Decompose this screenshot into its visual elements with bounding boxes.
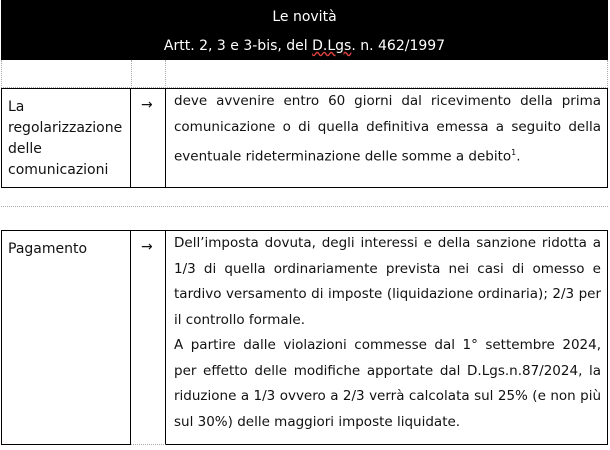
row-description-pagamento (166, 230, 608, 445)
arrow-icon: → (131, 230, 166, 445)
subtitle-law-ref: D.Lgs (312, 38, 352, 54)
spacer-row-1 (1, 60, 608, 88)
row-text-end: . (516, 148, 521, 165)
header-banner (1, 0, 608, 60)
row-separator (1, 206, 608, 207)
footnote-marker: 1 (511, 148, 517, 157)
page-title: Le novità (272, 9, 337, 25)
subtitle-suffix: . n. 462/1997 (351, 38, 446, 54)
row-label-pagamento: Pagamento (1, 230, 131, 445)
page-subtitle (1, 38, 608, 54)
row-text: deve avvenire entro 60 giorni dal ricevimento della prima comunicazione o di quella definitiva emessa a seguito della eventuale rideterminazione delle somme a debito (174, 93, 601, 165)
paragraph-2: A partire dalle violazioni commesse dal 1° settembre 2024, per effetto delle modifiche apportate dal D.Lgs.n.87/2024, la riduzione a 1/3 ovvero a 2/3 verrà calcolata sul 25% (e non più sul 30%) delle maggiori imposte liquidate. (174, 337, 601, 430)
spacer-row-1-col (131, 60, 166, 88)
subtitle-prefix: Artt. 2, 3 e 3-bis, del (163, 38, 313, 54)
row-description-regolarizzazione (166, 88, 608, 188)
paragraph-1: Dell’imposta dovuta, degli interessi e della sanzione ridotta a 1/3 di quella ordinariamente prevista nei casi di omesso e tardivo versamento di imposte (liquidazione ordinaria); 2/3 per il controllo formale. (174, 235, 601, 328)
arrow-icon: → (131, 88, 166, 188)
row-label-regolarizzazione: La regolarizzazione delle comunicazioni (1, 88, 131, 188)
